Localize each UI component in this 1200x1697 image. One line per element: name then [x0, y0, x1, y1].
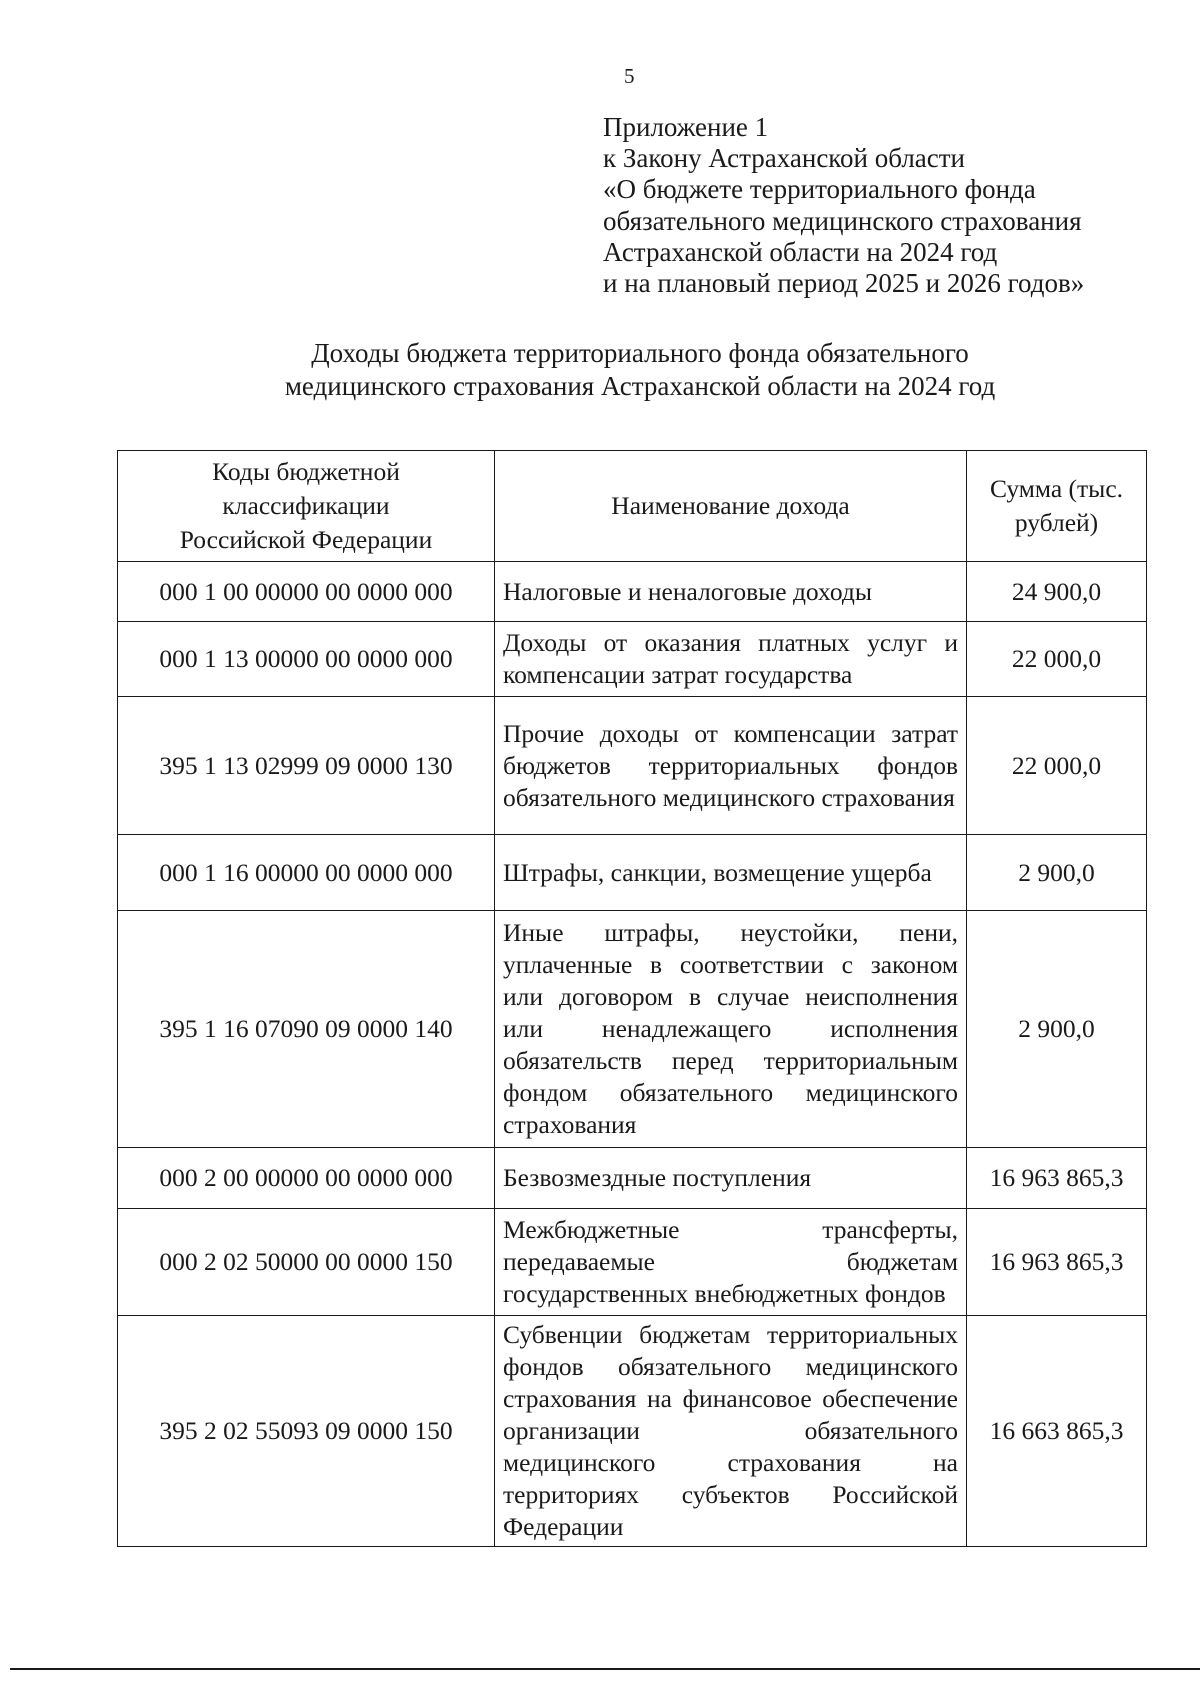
row-amount: 16 963 865,3 — [967, 1148, 1147, 1209]
row-code: 000 2 02 50000 00 0000 150 — [118, 1209, 495, 1316]
document-title-line: медицинского страхования Астраханской области на 2024 год — [284, 371, 996, 401]
row-amount: 2 900,0 — [967, 835, 1147, 911]
document-title — [200, 337, 1080, 403]
table-row — [118, 1316, 1147, 1547]
row-name: Безвозмездные поступления — [495, 1148, 967, 1209]
table-row — [118, 562, 1147, 622]
row-name: Иные штрафы, неустойки, пени, уплаченные в соответствии с законом или договором в случае неисполнения или ненадлежащего исполнения обязательств перед территориальным фондом обязательного медицинского страхования — [495, 911, 967, 1148]
table-header-row — [118, 451, 1147, 562]
page-number: 5 — [624, 64, 635, 88]
row-amount: 2 900,0 — [967, 911, 1147, 1148]
table-row — [118, 1209, 1147, 1316]
table-row — [118, 622, 1147, 697]
row-name: Субвенции бюджетам территориальных фондов обязательного медицинского страхования на финансовое обеспечение организации обязательного медицинского страхования на территориях субъектов Российской Федерации — [495, 1316, 967, 1547]
appendix-header — [603, 112, 1163, 299]
row-amount: 22 000,0 — [967, 697, 1147, 835]
row-code: 000 1 16 00000 00 0000 000 — [118, 835, 495, 911]
header-name: Наименование дохода — [495, 451, 967, 562]
table-row — [118, 835, 1147, 911]
appendix-line: «О бюджете территориального фонда — [603, 174, 1036, 205]
row-code: 000 2 00 00000 00 0000 000 — [118, 1148, 495, 1209]
row-name: Налоговые и неналоговые доходы — [495, 562, 967, 622]
header-amount: Сумма (тыс. рублей) — [967, 451, 1147, 562]
row-name: Штрафы, санкции, возмещение ущерба — [495, 835, 967, 911]
row-name: Прочие доходы от компенсации затрат бюджетов территориальных фондов обязательного медицинского страхования — [495, 697, 967, 835]
row-code: 395 1 13 02999 09 0000 130 — [118, 697, 495, 835]
row-code: 000 1 00 00000 00 0000 000 — [118, 562, 495, 622]
document-title-line: Доходы бюджета территориального фонда обязательного — [311, 338, 969, 368]
row-code: 395 2 02 55093 09 0000 150 — [118, 1316, 495, 1547]
appendix-line: и на плановый период 2025 и 2026 годов» — [603, 268, 1085, 299]
revenue-table — [117, 450, 1147, 1547]
header-code: Коды бюджетной классификации Российской Федерации — [118, 451, 495, 562]
row-name: Доходы от оказания платных услуг и компенсации затрат государства — [495, 622, 967, 697]
appendix-line: Астраханской области на 2024 год — [603, 236, 998, 267]
appendix-line: Приложение 1 — [603, 112, 769, 142]
row-code: 395 1 16 07090 09 0000 140 — [118, 911, 495, 1148]
row-amount: 16 663 865,3 — [967, 1316, 1147, 1547]
table-row — [118, 1148, 1147, 1209]
row-amount: 16 963 865,3 — [967, 1209, 1147, 1316]
footer-rule — [10, 1668, 1200, 1670]
row-amount: 24 900,0 — [967, 562, 1147, 622]
table-row — [118, 697, 1147, 835]
row-amount: 22 000,0 — [967, 622, 1147, 697]
row-name: Межбюджетные трансферты, передаваемые бюджетам государственных внебюджетных фондов — [495, 1209, 967, 1316]
appendix-line: к Закону Астраханской области — [603, 143, 966, 174]
appendix-line: обязательного медицинского страхования — [603, 205, 1082, 236]
table-row — [118, 911, 1147, 1148]
row-code: 000 1 13 00000 00 0000 000 — [118, 622, 495, 697]
